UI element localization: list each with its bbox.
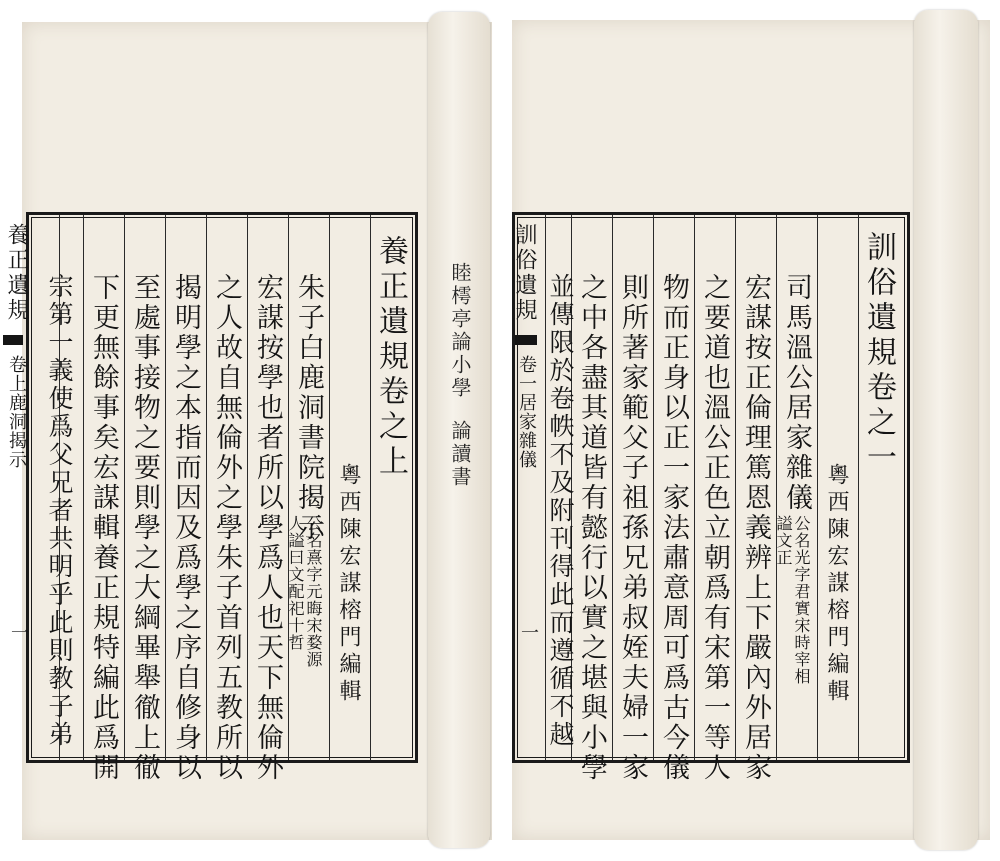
left-text-frame <box>4 212 418 783</box>
right-text-frame <box>512 212 910 783</box>
right-scroll-roll <box>914 10 978 850</box>
left-note-a: 公名熹字元晦宋婺源 <box>304 515 323 668</box>
right-author: 粵西陳宏謀榕門編輯 <box>824 463 849 706</box>
right-body-line: 則所著家範父子祖孫兄弟叔姪夫婦一家 <box>617 273 648 783</box>
right-body-line: 物而正身以正一家法肅意周可爲古今儀 <box>658 273 689 783</box>
right-gutter-label: 訓俗遺規 <box>512 223 537 323</box>
right-section-note <box>775 515 809 685</box>
left-note-b: 人謚曰文配祀十哲 <box>286 515 305 651</box>
right-gutter-page: 一 <box>518 623 539 642</box>
left-body-line: 至處事接物之要則學之大綱畢舉徹上徹 <box>129 273 160 783</box>
right-body-line: 宏謀按正倫理篤恩義辨上下嚴內外居家 <box>740 273 771 783</box>
right-note-a: 公名光字君實宋時宰相 <box>792 515 811 685</box>
left-title: 養正遺規卷之上 <box>373 235 408 480</box>
right-body-line: 之要道也溫公正色立朝爲有宋第一等人 <box>699 273 730 783</box>
right-note-b: 謚文正 <box>774 515 793 566</box>
left-body-line: 之人故自無倫外之學朱子首列五教所以 <box>211 273 242 783</box>
left-section-head: 朱子白鹿洞書院揭示 <box>293 273 324 543</box>
right-gutter-sub: 卷一居家雜儀 <box>516 355 537 469</box>
left-body-line: 下更無餘事矣宏謀輯養正規特編此爲開 <box>88 273 119 783</box>
right-section-head: 司馬溫公居家雜儀 <box>781 273 812 513</box>
left-gutter-label: 養正遺規 <box>4 223 29 323</box>
left-section-note <box>287 515 321 668</box>
right-body-line: 並傳限於卷帙不及附刊得此而遵循不越 <box>546 273 575 749</box>
roll-text-a: 睦樗亭論小學 <box>448 262 472 400</box>
roll-text-b: 論讀書 <box>448 420 472 489</box>
left-author: 粵西陳宏謀榕門編輯 <box>336 463 361 706</box>
left-body-line: 宗第一義使爲父兄者共明乎此則教子弟 <box>45 273 74 749</box>
left-body-line: 揭明學之本指而因及爲學之序自修身以 <box>170 273 201 783</box>
left-gutter-sub: 卷上鹿洞揭示 <box>6 355 27 469</box>
right-body-line: 之中各盡其道皆有懿行以實之堪與小學 <box>576 273 607 783</box>
left-gutter-page: 一 <box>8 623 29 642</box>
right-title: 訓俗遺規卷之一 <box>861 231 896 476</box>
left-body-line: 宏謀按學也者所以學爲人也天下無倫外 <box>252 273 283 783</box>
